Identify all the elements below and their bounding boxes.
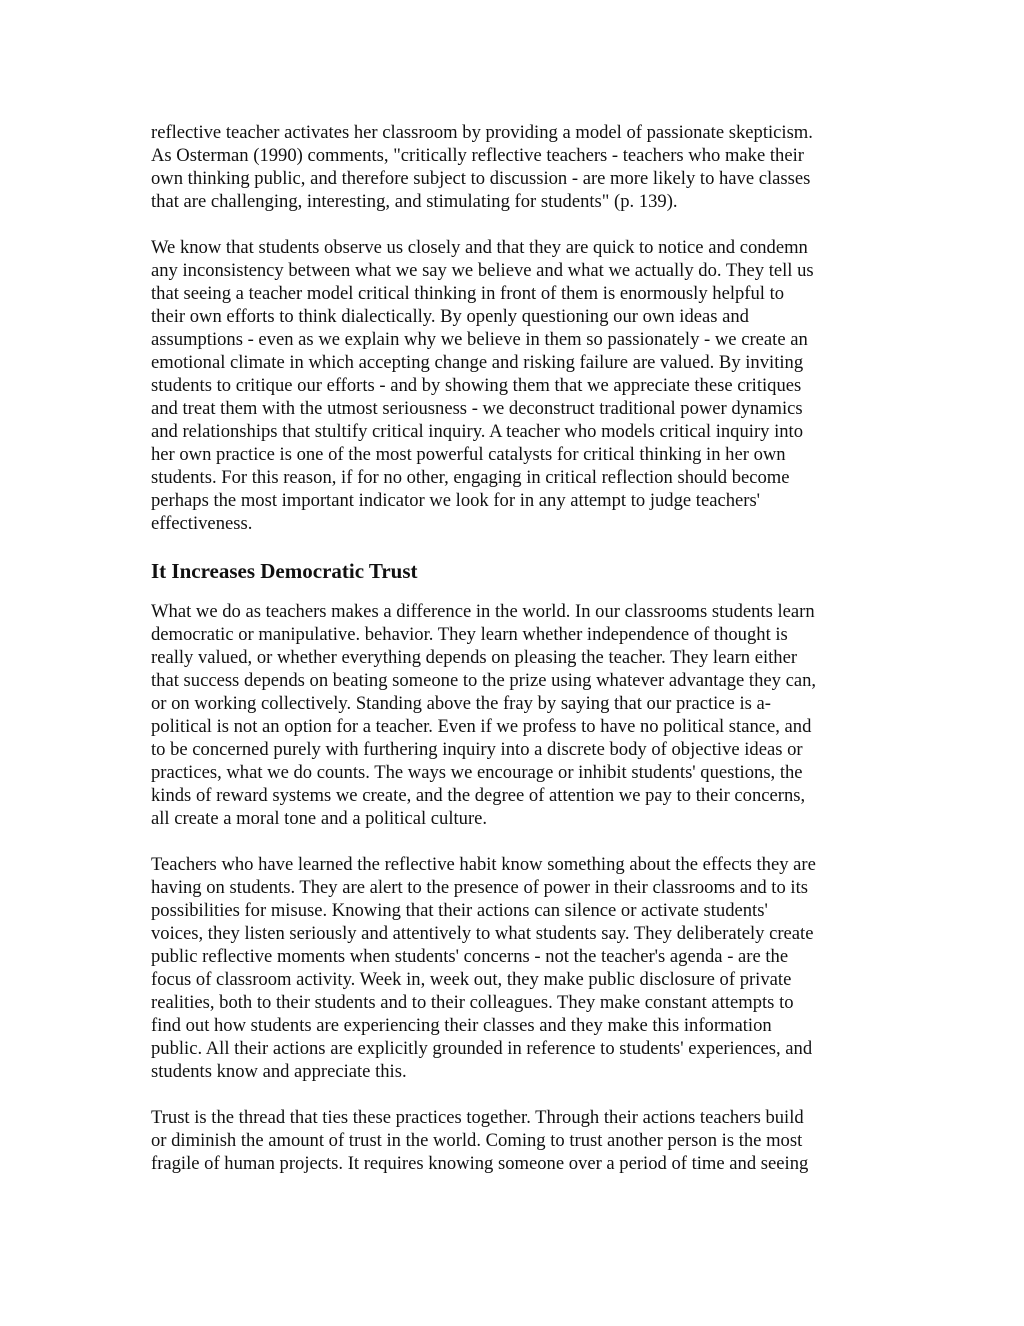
text-line: her own practice is one of the most powerful catalysts for critical thinking in her own [151, 444, 786, 465]
text-line: reflective teacher activates her classroom by providing a model of passionate skepticism. [151, 122, 813, 143]
text-line: Teachers who have learned the reflective habit know something about the effects they are [151, 854, 816, 875]
text-line: and treat them with the utmost seriousness - we deconstruct traditional power dynamics [151, 398, 803, 419]
text-line: voices, they listen seriously and attentively to what students say. They deliberately create [151, 923, 814, 944]
document-page [151, 121, 881, 1198]
section-heading: It Increases Democratic Trust [151, 559, 418, 583]
text-line: or on working collectively. Standing above the fray by saying that our practice is a- [151, 693, 771, 714]
text-line: having on students. They are alert to the presence of power in their classrooms and to its [151, 877, 808, 898]
text-line: that are challenging, interesting, and stimulating for students" (p. 139). [151, 191, 678, 212]
text-line: What we do as teachers makes a difference in the world. In our classrooms students learn [151, 601, 815, 622]
text-line: find out how students are experiencing their classes and they make this information [151, 1015, 772, 1036]
text-line: students. For this reason, if for no other, engaging in critical reflection should become [151, 467, 790, 488]
text-line: effectiveness. [151, 513, 253, 534]
text-line: kinds of reward systems we create, and the degree of attention we pay to their concerns, [151, 785, 806, 806]
text-line: realities, both to their students and to their colleagues. They make constant attempts to [151, 992, 794, 1013]
text-line: democratic or manipulative. behavior. They learn whether independence of thought is [151, 624, 788, 645]
text-line: or diminish the amount of trust in the world. Coming to trust another person is the most [151, 1130, 803, 1151]
text-line: their own efforts to think dialectically. By openly questioning our own ideas and [151, 306, 749, 327]
paragraph-trust-thread [151, 1106, 881, 1175]
paragraph-osterman [151, 121, 881, 213]
text-line: students know and appreciate this. [151, 1061, 407, 1082]
paragraph-reflective-habit [151, 853, 881, 1083]
text-line: any inconsistency between what we say we believe and what we actually do. They tell us [151, 260, 814, 281]
text-line: Trust is the thread that ties these practices together. Through their actions teachers build [151, 1107, 804, 1128]
text-line: As Osterman (1990) comments, "critically reflective teachers - teachers who make their [151, 145, 804, 166]
text-line: public reflective moments when students' concerns - not the teacher's agenda - are the [151, 946, 789, 967]
text-line: that seeing a teacher model critical thinking in front of them is enormously helpful to [151, 283, 785, 304]
text-line: students to critique our efforts - and by showing them that we appreciate these critiques [151, 375, 802, 396]
text-line: really valued, or whether everything depends on pleasing the teacher. They learn either [151, 647, 798, 668]
text-line: that success depends on beating someone to the prize using whatever advantage they can, [151, 670, 817, 691]
text-line: practices, what we do counts. The ways we encourage or inhibit students' questions, the [151, 762, 803, 783]
paragraph-students-observe [151, 236, 881, 535]
text-line: assumptions - even as we explain why we believe in them so passionately - we create an [151, 329, 808, 350]
text-line: We know that students observe us closely and that they are quick to notice and condemn [151, 237, 808, 258]
text-line: all create a moral tone and a political culture. [151, 808, 488, 829]
text-line: possibilities for misuse. Knowing that their actions can silence or activate students' [151, 900, 768, 921]
text-line: to be concerned purely with furthering inquiry into a discrete body of objective ideas or [151, 739, 803, 760]
text-line: own thinking public, and therefore subject to discussion - are more likely to have classes [151, 168, 811, 189]
text-line: political is not an option for a teacher. Even if we profess to have no political stance, and [151, 716, 812, 737]
text-line: perhaps the most important indicator we look for in any attempt to judge teachers' [151, 490, 761, 511]
text-line: focus of classroom activity. Week in, week out, they make public disclosure of private [151, 969, 792, 990]
text-line: public. All their actions are explicitly grounded in reference to students' experiences, and [151, 1038, 813, 1059]
paragraph-what-we-do [151, 600, 881, 830]
text-line: fragile of human projects. It requires knowing someone over a period of time and seeing [151, 1153, 809, 1174]
text-line: emotional climate in which accepting change and risking failure are valued. By inviting [151, 352, 804, 373]
text-line: and relationships that stultify critical inquiry. A teacher who models critical inquiry into [151, 421, 804, 442]
